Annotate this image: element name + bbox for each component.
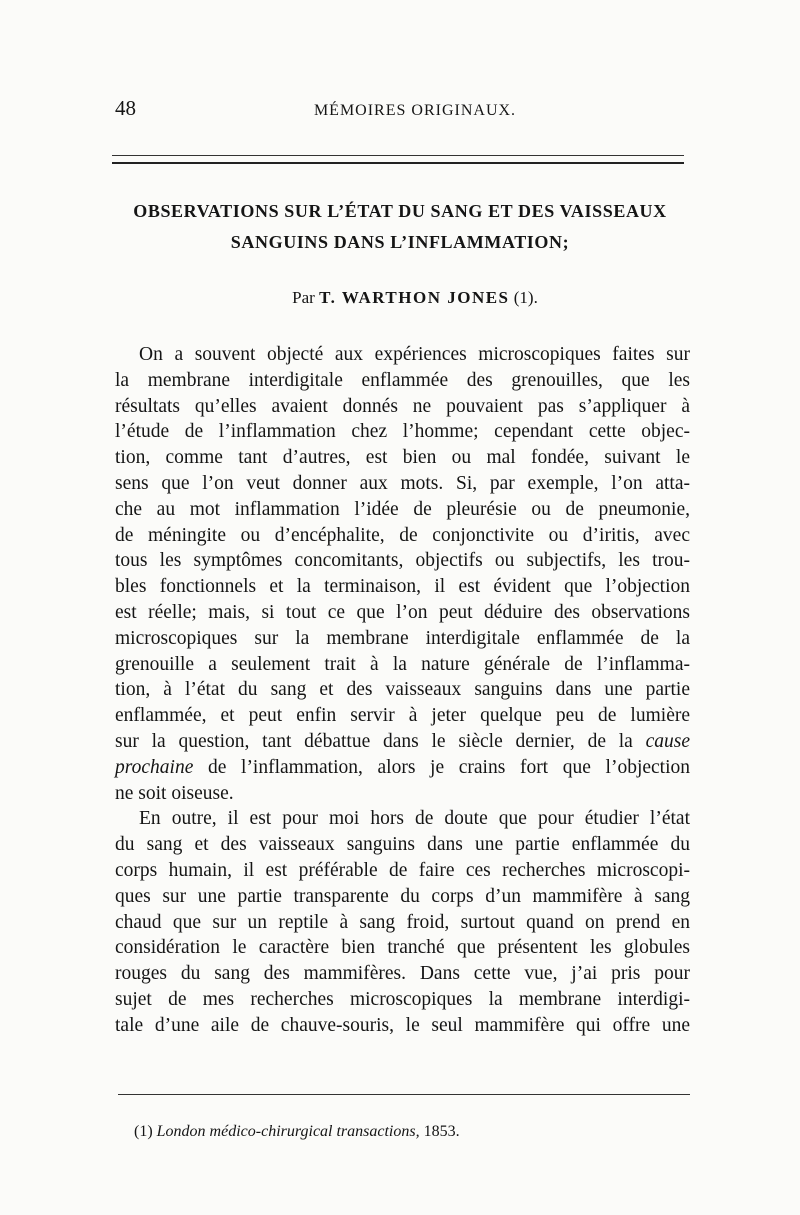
text-line: En outre, il est pour moi hors de doute que pour étudier l’état (139, 808, 690, 830)
text-segment: de l’inflammation, alors je crains fort que l’objection (207, 756, 691, 778)
text-segment: sur la question, tant débattue dans le siècle dernier, de la (115, 730, 633, 752)
text-line-with-italic (115, 729, 690, 755)
footnote (134, 1123, 460, 1141)
text-line-with-italic (115, 755, 690, 781)
text-line: tale d’une aile de chauve-souris, le seul mammifère qui offre une (115, 1014, 690, 1036)
text-line: chaud que sur un reptile à sang froid, surtout quand on prend en (115, 911, 690, 933)
italic-term: prochaine (115, 756, 194, 778)
text-line: rouges du sang des mammifères. Dans cette vue, j’ai pris pour (115, 963, 690, 985)
text-line: de méningite ou d’encéphalite, de conjonctivite ou d’iritis, avec (115, 524, 690, 546)
text-line: tous les symptômes concomitants, objectifs ou subjectifs, les trou- (115, 550, 690, 572)
text-line: considération le caractère bien tranché que présentent les globules (115, 937, 690, 959)
text-line: che au mot inflammation l’idée de pleurésie ou de pneumonie, (115, 498, 690, 520)
body-text (115, 342, 690, 1039)
text-line: On a souvent objecté aux expériences microscopiques faites sur (139, 344, 690, 365)
text-line: grenouille a seulement trait à la nature générale de l’inflamma- (115, 653, 690, 675)
byline-prefix: Par (292, 288, 315, 307)
footnote-rule (118, 1094, 690, 1095)
text-line: la membrane interdigitale enflammée des grenouilles, que les (115, 369, 690, 391)
footnote-reference: (1). (513, 288, 538, 307)
text-line: est réelle; mais, si tout ce que l’on peut déduire des observations (115, 601, 690, 623)
running-title: MÉMOIRES ORIGINAUX. (313, 102, 517, 119)
text-line: l’étude de l’inflammation chez l’homme; cependant cette objec- (115, 421, 690, 443)
text-line: ques sur une partie transparente du corps d’un mammifère à sang (115, 885, 690, 907)
author-name: T. WARTHON JONES (319, 288, 510, 307)
article-title-line: SANGUINS DANS L’INFLAMMATION; (230, 232, 570, 252)
text-line: résultats qu’elles avaient donnés ne pouvaient pas s’appliquer à (115, 395, 690, 417)
text-line: microscopiques sur la membrane interdigitale enflammée de la (115, 627, 690, 649)
article-title (100, 196, 700, 258)
header-double-rule (112, 155, 684, 164)
text-line: bles fonctionnels et la terminaison, il est évident que l’objection (115, 576, 690, 598)
text-line: sujet de mes recherches microscopiques la membrane interdigi- (115, 988, 690, 1010)
byline (0, 288, 800, 308)
text-line: sens que l’on veut donner aux mots. Si, par exemple, l’on atta- (115, 472, 690, 494)
footnote-marker: (1) (134, 1123, 153, 1140)
text-line: ne soit oiseuse. (115, 782, 234, 804)
text-line: corps humain, il est préférable de faire ces recherches microscopi- (115, 859, 690, 881)
article-title-line: OBSERVATIONS SUR L’ÉTAT DU SANG ET DES VAISSEAUX (133, 201, 667, 221)
italic-term: cause (645, 730, 691, 752)
page-number: 48 (115, 96, 136, 120)
footnote-source: London médico-chirurgical transactions, (156, 1123, 420, 1140)
text-line: enflammée, et peut enfin servir à jeter quelque peu de lumière (115, 705, 690, 727)
text-line: tion, comme tant d’autres, est bien ou mal fondée, suivant le (115, 447, 690, 469)
footnote-year: 1853. (423, 1123, 460, 1140)
text-line: tion, à l’état du sang et des vaisseaux sanguins dans une partie (115, 679, 690, 701)
text-line: du sang et des vaisseaux sanguins dans une partie enflammée du (115, 834, 690, 856)
